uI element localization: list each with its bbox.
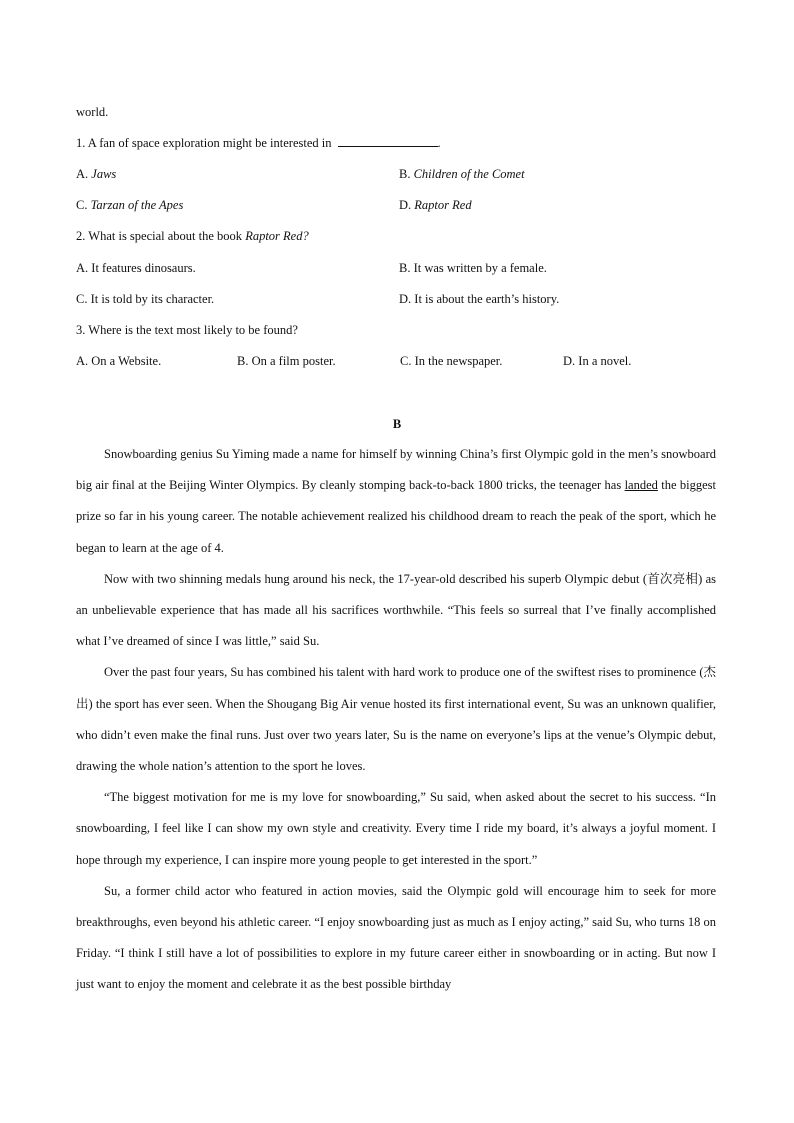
section-title: B: [392, 417, 402, 431]
question-1-text: 1. A fan of space exploration might be interested in: [76, 136, 332, 150]
paragraph-1-text-b: the biggest prize so far in his young career. The notable achievement realized his childhood dream to reach the peak of the sport, which he began to learn at the age of 4.: [76, 478, 716, 555]
q1-option-c[interactable]: [76, 197, 183, 213]
question-1-stem: [76, 135, 441, 151]
q3-option-b[interactable]: B. On a film poster.: [237, 354, 336, 368]
question-2-book-title: Raptor Red?: [245, 229, 309, 243]
q3-option-d[interactable]: D. In a novel.: [563, 354, 632, 368]
option-title: Raptor Red: [414, 198, 472, 212]
q1-option-b[interactable]: [399, 166, 525, 182]
question-3-stem: 3. Where is the text most likely to be found?: [76, 323, 298, 337]
paragraph-3: Over the past four years, Su has combined his talent with hard work to produce one of the swiftest rises to prominence (杰出) the sport has ever seen. When the Shougang Big Air venue hosted its first international event, Su was an unknown qualifier, who didn’t even make the final runs. Just over two years later, Su is the name on everyone’s lips at the venue’s Olympic debut, drawing the whole nation’s attention to the sport he loves.: [76, 665, 716, 774]
option-title: Children of the Comet: [413, 167, 525, 181]
answer-blank: [338, 136, 438, 147]
option-letter: B.: [399, 167, 411, 181]
q3-option-c[interactable]: C. In the newspaper.: [400, 354, 503, 368]
paragraph-5: Su, a former child actor who featured in action movies, said the Olympic gold will encourage him to seek for more breakthroughs, even beyond his athletic career. “I enjoy snowboarding just as much as I enjoy acting,” said Su, who turns 18 on Friday. “I think I still have a lot of possibilities to explore in my future career either in snowboarding or in acting. But now I just want to enjoy the moment and celebrate it as the best possible birthday: [76, 883, 716, 992]
option-letter: D.: [399, 198, 412, 212]
passage-continuation: world.: [76, 105, 109, 119]
q2-option-d[interactable]: D. It is about the earth’s history.: [399, 292, 560, 306]
q2-option-a[interactable]: A. It features dinosaurs.: [76, 261, 196, 275]
q1-option-a[interactable]: [76, 166, 116, 182]
question-2-stem: [76, 228, 309, 244]
option-letter: A.: [76, 167, 89, 181]
paragraph-1-text-a: Snowboarding genius Su Yiming made a name for himself by winning China’s first Olympic gold in the men’s snowboard big air final at the Beijing Winter Olympics. By cleanly stomping back-to-back 1800 tricks, the teenager has: [76, 447, 716, 493]
option-title: Tarzan of the Apes: [90, 198, 184, 212]
passage-b: [76, 439, 716, 1001]
q2-option-b[interactable]: B. It was written by a female.: [399, 261, 547, 275]
paragraph-4: “The biggest motivation for me is my love for snowboarding,” Su said, when asked about the secret to his success. “In snowboarding, I feel like I can show my own style and creativity. Every time I ride my board, it’s always a joyful moment. I hope through my experience, I can inspire more young people to get interested in the sport.”: [76, 790, 716, 867]
question-1-period: .: [437, 136, 441, 150]
option-title: Jaws: [91, 167, 117, 181]
q3-option-a[interactable]: A. On a Website.: [76, 354, 162, 368]
q2-option-c[interactable]: C. It is told by its character.: [76, 292, 215, 306]
underlined-word: landed: [624, 478, 658, 493]
question-2-text: 2. What is special about the book: [76, 229, 243, 243]
paragraph-1: [76, 439, 716, 564]
q1-option-d[interactable]: [399, 197, 472, 213]
option-letter: C.: [76, 198, 88, 212]
paragraph-2: Now with two shinning medals hung around his neck, the 17-year-old described his superb Olympic debut (首次亮相) as an unbelievable experience that has made all his sacrifices worthwhile. “This feels so surreal that I’ve finally accomplished what I’ve dreamed of since I was little,” said Su.: [76, 571, 716, 649]
